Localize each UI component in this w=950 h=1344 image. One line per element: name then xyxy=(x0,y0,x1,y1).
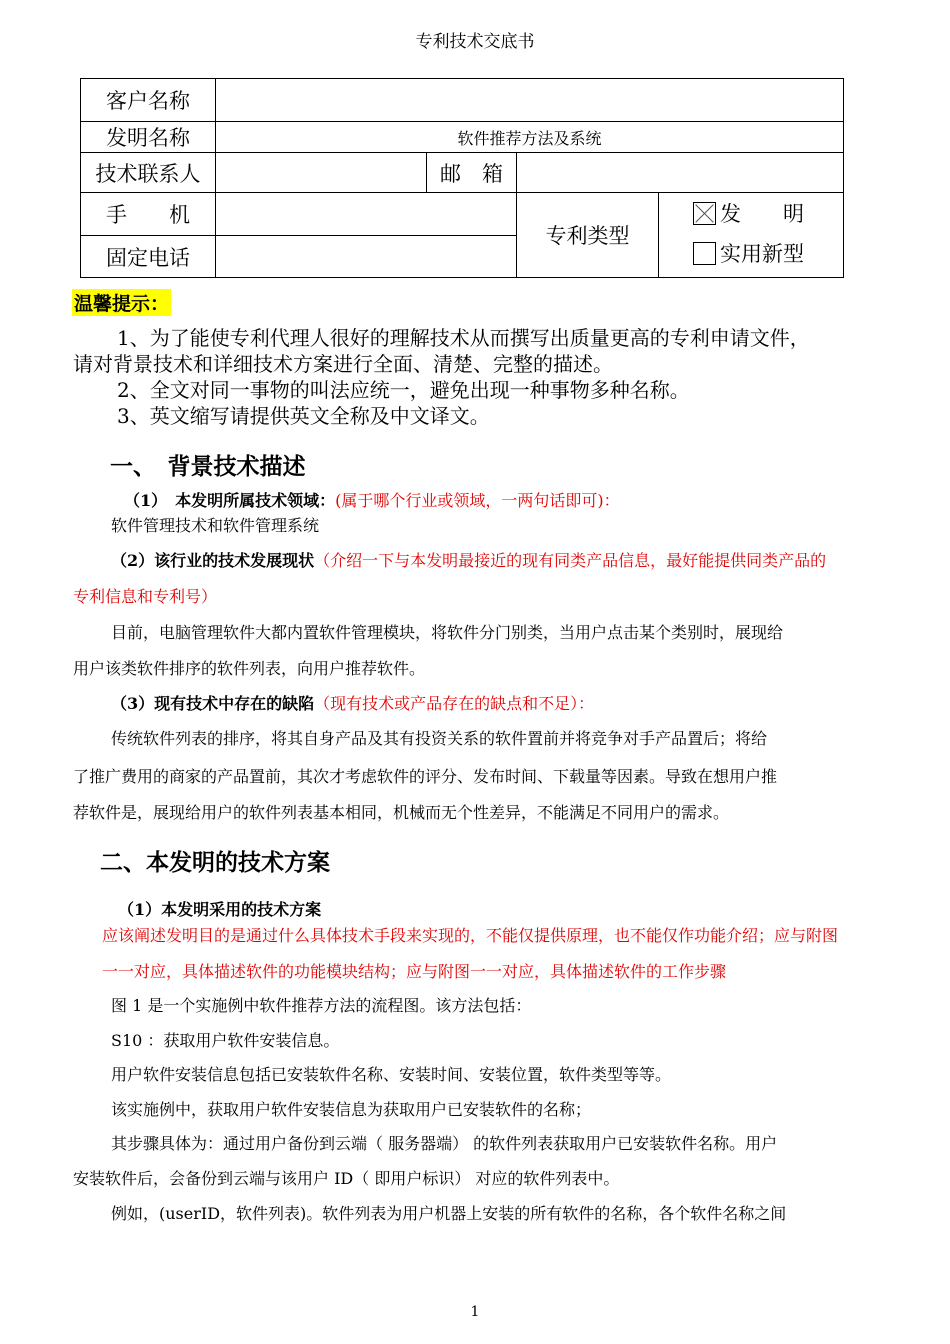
s1-q2-answer-line-2: 用户该类软件排序的软件列表，向用户推荐软件。 xyxy=(73,659,426,678)
s1-q2-label: （2）该行业的技术发展现状 xyxy=(111,551,315,570)
s1-q3-answer-line-1: 传统软件列表的排序，将其自身产品及其有投资关系的软件置前并将竞争对手产品置后；将给 xyxy=(111,729,768,748)
s1-q2-answer-line-1: 目前，电脑管理软件大都内置软件管理模块，将软件分门别类，当用户点击某个类别时，展现给 xyxy=(111,623,784,642)
s2-p2: S10 ：获取用户软件安装信息。 xyxy=(111,1031,340,1050)
section-2-heading: 二、本发明的技术方案 xyxy=(100,849,330,876)
option-utility-label: 实用新型 xyxy=(720,242,804,266)
s2-p5-line-2: 安装软件后，会备份到云端与该用户 ID（ 即用户标识） 对应的软件列表中。 xyxy=(73,1169,620,1188)
option-invention[interactable] xyxy=(659,193,843,233)
patent-type-label: 专利类型 xyxy=(517,193,659,278)
phone-label: 固定电话 xyxy=(81,236,216,278)
s2-p5-line-1: 其步骤具体为：通过用户备份到云端（ 服务器端） 的软件列表获取用户已安装软件名称。用户 xyxy=(111,1134,778,1153)
page-number: 1 xyxy=(470,1304,480,1320)
mobile-value[interactable] xyxy=(216,193,517,236)
s1-q3-answer-line-2: 了推广费用的商家的产品置前，其次才考虑软件的评分、发布时间、下载量等因素。导致在想用户推 xyxy=(73,767,778,786)
mobile-label: 手 机 xyxy=(81,193,216,236)
s1-q3-answer-line-3: 荐软件是，展现给用户的软件列表基本相同，机械而无个性差异，不能满足不同用户的需求。 xyxy=(73,803,730,822)
email-label: 邮 箱 xyxy=(427,153,517,193)
contact-label: 技术联系人 xyxy=(81,153,216,193)
s2-hint-line-2: 一一对应，具体描述软件的功能模块结构；应与附图一一对应，具体描述软件的工作步骤 xyxy=(102,962,727,981)
customer-label: 客户名称 xyxy=(81,79,216,122)
customer-value[interactable] xyxy=(216,79,844,122)
s2-q1-label: （1）本发明采用的技术方案 xyxy=(118,900,322,919)
document-header: 专利技术交底书 xyxy=(415,32,535,52)
option-invention-label: 发 明 xyxy=(720,202,804,226)
s1-q2-hint-line-2: 专利信息和专利号） xyxy=(73,587,218,606)
s1-q1-hint: (属于哪个行业或领域，一两句话即可)： xyxy=(335,491,620,510)
s1-q3 xyxy=(111,691,594,714)
s1-q3-label: （3）现有技术中存在的缺陷 xyxy=(111,694,315,713)
checked-box-icon[interactable] xyxy=(693,202,716,225)
option-utility[interactable] xyxy=(659,233,843,273)
s2-p4: 该实施例中，获取用户软件安装信息为获取用户已安装软件的名称； xyxy=(111,1100,592,1119)
section-1-heading: 一、 背景技术描述 xyxy=(110,453,306,480)
s1-q2-hint-line-1: （介绍一下与本发明最接近的现有同类产品信息，最好能提供同类产品的 xyxy=(314,551,827,570)
s1-q1-answer: 软件管理技术和软件管理系统 xyxy=(111,516,320,535)
s2-p3: 用户软件安装信息包括已安装软件名称、安装时间、安装位置，软件类型等等。 xyxy=(111,1065,672,1084)
tip-item-1-line-2: 请对背景技术和详细技术方案进行全面、清楚、完整的描述。 xyxy=(73,352,613,376)
contact-value[interactable] xyxy=(216,153,427,193)
s1-q1-label: （1） 本发明所属技术领域： xyxy=(124,491,336,510)
invention-value[interactable]: 软件推荐方法及系统 xyxy=(216,122,844,153)
email-value[interactable] xyxy=(517,153,844,193)
s2-p1: 图 1 是一个实施例中软件推荐方法的流程图。该方法包括： xyxy=(111,996,532,1015)
tip-item-3: 3、英文缩写请提供英文全称及中文译文。 xyxy=(117,404,490,428)
s1-q1 xyxy=(124,488,620,511)
invention-label: 发明名称 xyxy=(81,122,216,153)
s1-q3-hint: （现有技术或产品存在的缺点和不足）： xyxy=(314,694,595,713)
unchecked-box-icon[interactable] xyxy=(693,242,716,265)
tip-item-2: 2、全文对同一事物的叫法应统一，避免出现一种事物多种名称。 xyxy=(117,378,690,402)
s2-hint-line-1: 应该阐述发明目的是通过什么具体技术手段来实现的，不能仅提供原理，也不能仅作功能介绍；应与附图 xyxy=(102,926,839,945)
phone-value[interactable] xyxy=(216,236,517,278)
patent-type-options xyxy=(659,193,844,278)
tip-item-1-line-1: 1、为了能使专利代理人很好的理解技术从而撰写出质量更高的专利申请文件， xyxy=(117,326,810,350)
tips-title: 温馨提示： xyxy=(72,289,171,316)
client-info-table xyxy=(80,78,844,278)
s2-p6: 例如，(userID，软件列表)。软件列表为用户机器上安装的所有软件的名称，各个软件名称之间 xyxy=(111,1204,787,1223)
s1-q2 xyxy=(111,548,826,571)
